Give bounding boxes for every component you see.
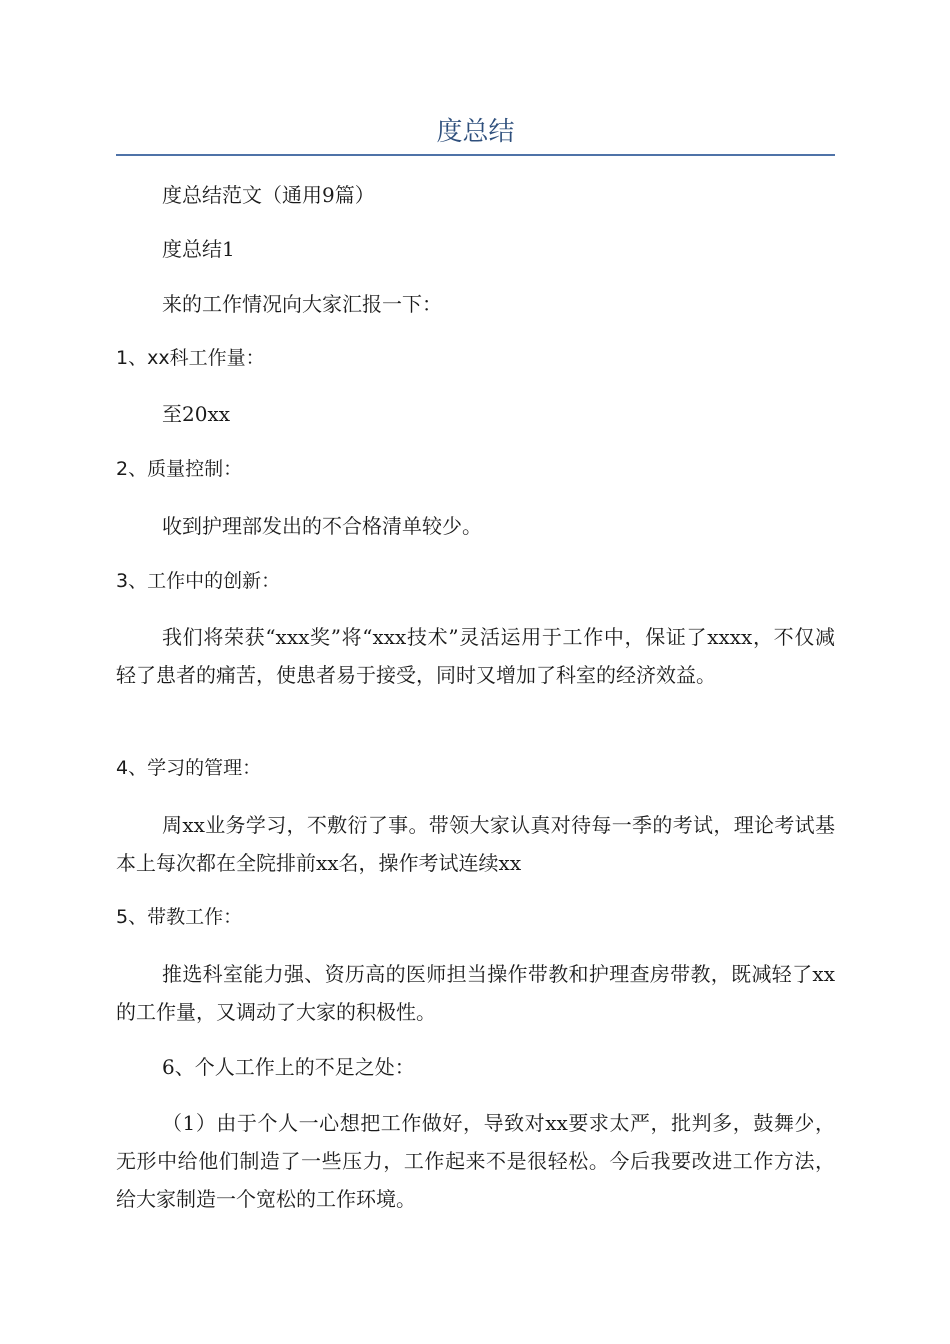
item-5-body: 推选科室能力强、资历高的医师担当操作带教和护理查房带教，既减轻了xx的工作量，又调动了大家的积极性。 (116, 962, 835, 1024)
page-title: 度总结 (436, 117, 515, 147)
item-2-heading: 2、质量控制： (116, 458, 243, 480)
item-6-heading: 6、个人工作上的不足之处： (162, 1055, 415, 1079)
item-4-heading: 4、学习的管理： (116, 757, 262, 779)
item-1-heading: 1、xx科工作量： (116, 347, 265, 369)
title-underline (116, 154, 835, 156)
item-3-heading: 3、工作中的创新： (116, 570, 281, 592)
subtitle: 度总结范文（通用9篇） (162, 183, 375, 207)
item-6-body: （1）由于个人一心想把工作做好，导致对xx要求太严，批判多，鼓舞少，无形中给他们制造了一些压力，工作起来不是很轻松。今后我要改进工作方法，给大家制造一个宽松的工作环境。 (116, 1111, 835, 1211)
intro-paragraph: 来的工作情况向大家汇报一下： (162, 292, 442, 316)
item-3-body: 我们将荣获“xxx奖”将“xxx技术”灵活运用于工作中，保证了xxxx，不仅减轻了患者的痛苦，使患者易于接受，同时又增加了科室的经济效益。 (116, 625, 835, 687)
item-4-body: 周xx业务学习，不敷衍了事。带领大家认真对待每一季的考试，理论考试基本上每次都在全院排前xx名，操作考试连续xx (116, 813, 835, 875)
item-5-heading: 5、带教工作： (116, 906, 243, 928)
section-title: 度总结1 (162, 237, 235, 261)
item-2-body: 收到护理部发出的不合格清单较少。 (162, 514, 482, 538)
item-1-body: 至20xx (162, 402, 231, 426)
